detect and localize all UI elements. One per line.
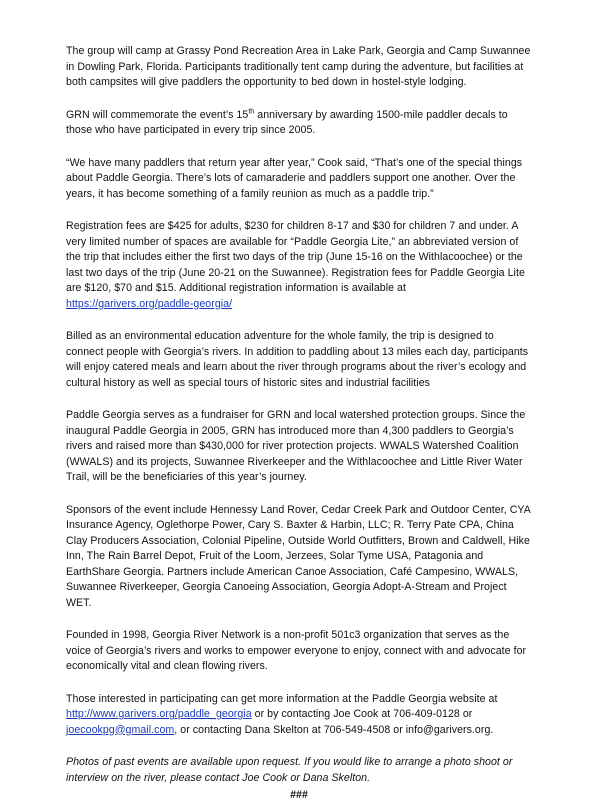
fundraiser-text: Paddle Georgia serves as a fundraiser for GRN and local watershed protection groups. Since the inaugural Paddle Georgia in 2005, GRN has introduced more than 4,300 paddlers to Georgia’s rivers and raised more than $430,000 for river protection projects. WWALS Watershed Coalition (WWALS) and its projects, Suwannee Riverkeeper and the Withlacoochee and Little River Water Trail, will be the beneficiaries of this year’s journey. [66,409,526,483]
paragraph-founded [66,628,532,675]
anniversary-text-start: GRN will commemorate the event’s 15 [66,108,249,121]
registration-link[interactable]: https://garivers.org/paddle-georgia/ [66,297,233,310]
education-text: Billed as an environmental education adventure for the whole family, the trip is designed to connect people with Georgia’s rivers. In addition to paddling about 13 miles each day, participants will enjoy catered meals and learn about the river through programs about the river’s ecology and cultural history as well as special tours of historic sites and industrial facilities [66,330,529,389]
paragraph-sponsors [66,503,532,612]
paragraph-contact [66,692,532,739]
founded-text: Founded in 1998, Georgia River Network is a non-profit 501c3 organization that serves as the voice of Georgia’s rivers and works to empower everyone to enjoy, connect with and advocate for economically vital and clean flowing rivers. [66,629,527,672]
email-link[interactable]: joecookpg@gmail.com [66,723,175,736]
paragraph-quote [66,156,532,203]
contact-text-start: Those interested in participating can get more information at the Paddle Georgia website at [66,692,498,705]
camping-text: The group will camp at Grassy Pond Recreation Area in Lake Park, Georgia and Camp Suwannee in Dowling Park, Florida. Participants traditionally tent camp during the adventure, but facilities at both campsites will give paddlers the opportunity to bed down in hostel-style lodging. [66,45,531,88]
anniversary-text-end: anniversary by awarding 1500-mile paddler decals to those who have participated in every trip since 2005. [66,108,508,136]
photos-text: Photos of past events are available upon request. If you would like to arrange a photo shoot or interview on the river, please contact Joe Cook or Dana Skelton. [66,756,513,784]
paragraph-registration [66,219,532,312]
sponsors-text: Sponsors of the event include Hennessy Land Rover, Cedar Creek Park and Outdoor Center, CYA Insurance Agency, Oglethorpe Power, Cary S. Baxter & Harbin, LLC; R. Terry Pate CPA, China Clay Producers Association, Colonial Pipeline, Outside World Outfitters, Brown and Caldwell, Hike Inn, The Rain Barrel Depot, Fruit of the Loom, Jerzees, Solar Tyme USA, Patagonia and EarthShare Georgia. Partners include American Canoe Association, Café Campesino, WWALS, Suwannee Riverkeeper, Georgia Canoeing Association, Georgia Adopt-A-Stream and Project WET. [66,503,531,609]
quote-text: “We have many paddlers that return year after year,” Cook said, “That’s one of the special things about Paddle Georgia. There’s lots of camaraderie and paddlers support one another. Over the years, it has become something of a family reunion as much as a paddle trip.” [66,156,523,200]
document-body [66,44,532,802]
paragraph-camping [66,44,532,91]
paragraph-education [66,329,532,391]
contact-text-end: , or contacting Dana Skelton at 706-549-4508 or info@garivers.org. [174,723,494,736]
paragraph-anniversary [66,108,532,139]
paragraph-photos [66,755,532,786]
paragraph-fundraiser [66,408,532,486]
ordinal-suffix: th [248,107,255,115]
website-link[interactable]: http://www.garivers.org/paddle_georgia [66,708,252,720]
end-mark: ### [290,789,308,801]
contact-text-middle: or by contacting Joe Cook at 706-409-0128 or [251,708,473,720]
registration-text: Registration fees are $425 for adults, $230 for children 8-17 and $30 for children 7 and under. A very limited number of spaces are available for “Paddle Georgia Lite,” an abbreviated version of the trip that includes either the first two days of the trip (June 15-16 on the Withlacoochee) or the last two days of the trip (June 20-21 on the Suwannee). Registration fees for Paddle Georgia Lite are $120, $70 and $15. Additional registration information is available at [66,220,525,294]
